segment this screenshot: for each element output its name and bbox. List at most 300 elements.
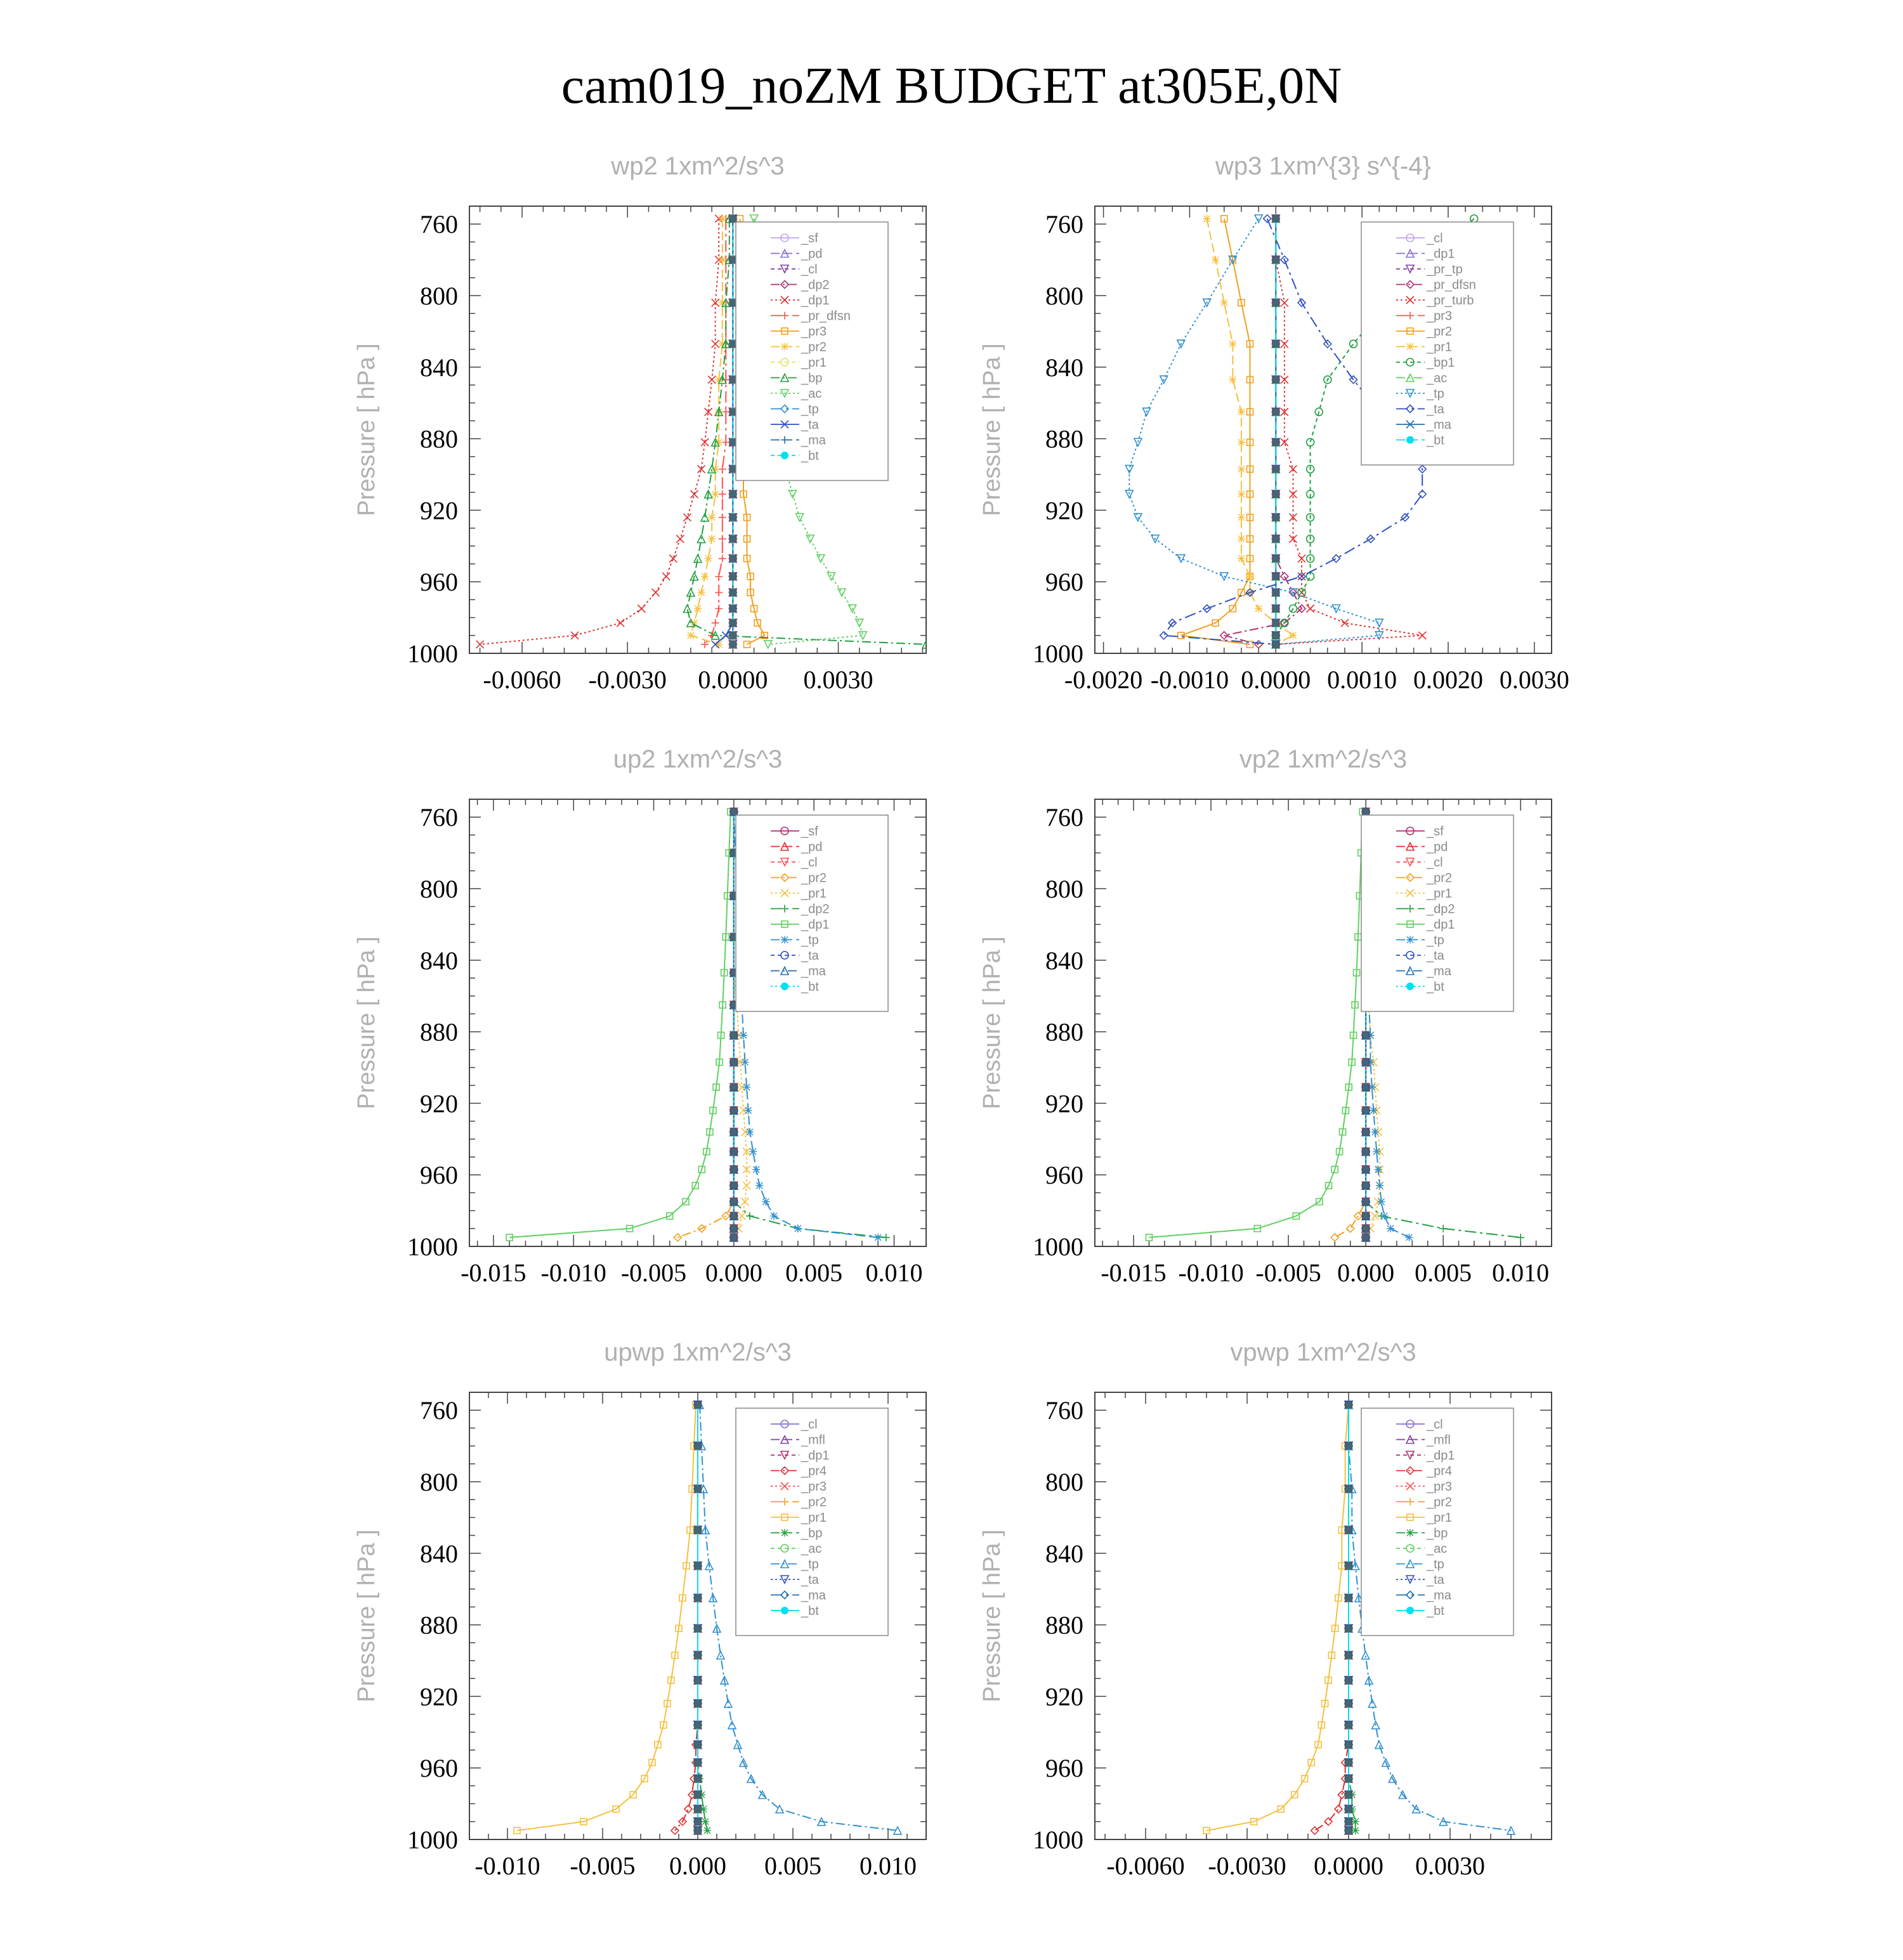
legend-entry: _bt xyxy=(801,1604,819,1618)
legend-entry: _tp xyxy=(801,402,819,417)
data-point xyxy=(1238,490,1245,498)
data-point xyxy=(794,1225,802,1232)
legend-entry: _tp xyxy=(1427,933,1444,948)
data-point xyxy=(1345,1652,1352,1659)
legend-entry: _ma xyxy=(801,1588,826,1603)
data-point xyxy=(1255,605,1262,613)
x-tick-label: 0.0030 xyxy=(803,665,873,694)
data-point xyxy=(694,1652,702,1659)
series-dp1 xyxy=(476,215,723,648)
x-tick-label: -0.0020 xyxy=(1064,665,1143,694)
legend-entry: _ta xyxy=(801,1573,819,1587)
series-bp xyxy=(1345,1401,1359,1834)
data-point xyxy=(708,514,716,521)
data-point xyxy=(694,1818,702,1826)
data-point xyxy=(703,1827,711,1834)
y-tick-label: 1000 xyxy=(1033,639,1083,668)
data-point xyxy=(1160,632,1168,639)
legend-entry: _dp1 xyxy=(1427,1449,1455,1463)
data-point xyxy=(1362,1059,1370,1066)
y-tick-label: 760 xyxy=(420,1396,458,1425)
y-tick-label: 800 xyxy=(1045,875,1083,903)
legend-entry: _sf xyxy=(801,232,818,245)
legend-marker xyxy=(1406,983,1414,990)
data-point xyxy=(746,1128,754,1136)
data-point xyxy=(694,1442,702,1450)
data-point xyxy=(719,514,726,521)
legend-entry: _ta xyxy=(801,949,819,963)
x-tick-label: 0.0000 xyxy=(1314,1852,1383,1880)
data-point xyxy=(730,1166,738,1173)
data-point xyxy=(1362,1225,1370,1232)
x-tick-label: 0.000 xyxy=(705,1258,762,1287)
legend-entry: _pr1 xyxy=(1427,887,1453,901)
data-point xyxy=(730,1148,738,1156)
data-point xyxy=(1439,1225,1447,1232)
data-point xyxy=(729,573,736,580)
data-point xyxy=(730,1212,738,1220)
data-point xyxy=(694,605,702,613)
x-tick-label: 0.010 xyxy=(1492,1258,1550,1287)
x-tick-label: -0.010 xyxy=(1178,1258,1244,1287)
data-point xyxy=(1272,408,1279,415)
data-point xyxy=(1238,466,1245,473)
data-point xyxy=(1220,299,1228,306)
chart-panel-upwp xyxy=(330,1338,1028,1960)
chart-svg xyxy=(955,745,1653,1367)
data-point xyxy=(1272,589,1279,596)
y-tick-label: 960 xyxy=(1045,568,1083,597)
data-point xyxy=(729,619,736,627)
legend-entry: _dp2 xyxy=(1427,902,1455,917)
legend-entry: _mfl xyxy=(801,1433,825,1447)
data-point xyxy=(676,535,684,543)
data-point xyxy=(752,1166,760,1173)
legend-entry: _cl xyxy=(1427,232,1443,245)
legend-entry: _pr2 xyxy=(1427,325,1453,339)
legend-entry: _pr2 xyxy=(1427,871,1453,885)
data-point xyxy=(1307,605,1314,613)
data-point xyxy=(694,1791,702,1799)
data-point xyxy=(1380,1212,1388,1220)
chart-title: vpwp 1xm^2/s^3 xyxy=(1230,1338,1416,1366)
data-point xyxy=(1345,1562,1352,1570)
legend-entry: _bt xyxy=(801,980,819,994)
data-point xyxy=(1307,438,1314,446)
legend-entry: _dp2 xyxy=(801,278,830,292)
data-point xyxy=(1362,1031,1370,1039)
y-axis-label: Pressure [ hPa ] xyxy=(979,1529,1005,1702)
data-point xyxy=(1362,1166,1370,1173)
data-point xyxy=(1362,1182,1370,1189)
series-dp1 xyxy=(506,809,734,1241)
data-point xyxy=(730,1128,738,1136)
legend-entry: _pr2 xyxy=(1427,1495,1453,1510)
data-point xyxy=(1350,340,1357,348)
legend-entry: _ma xyxy=(1427,418,1451,432)
data-point xyxy=(743,1182,750,1189)
x-tick-label: 0.0020 xyxy=(1413,665,1483,694)
series-line xyxy=(1149,812,1363,1238)
data-point xyxy=(652,589,660,596)
data-point xyxy=(1272,555,1279,563)
legend-entry: _bt xyxy=(1427,980,1444,994)
legend-entry: _tp xyxy=(801,1557,819,1572)
series-line xyxy=(480,219,719,644)
data-point xyxy=(729,632,736,639)
legend-entry: _pr2 xyxy=(801,871,827,885)
x-tick-label: -0.0060 xyxy=(483,665,561,694)
data-point xyxy=(738,1212,745,1220)
x-tick-label: -0.0030 xyxy=(1208,1852,1286,1880)
legend xyxy=(1361,815,1514,1012)
legend-entry: _pr1 xyxy=(1427,1511,1453,1525)
y-tick-label: 1000 xyxy=(407,1826,458,1854)
legend-entry: _ac xyxy=(801,1542,822,1556)
y-tick-label: 920 xyxy=(1045,1089,1083,1118)
data-point xyxy=(1229,340,1236,348)
data-point xyxy=(715,605,723,613)
data-point xyxy=(882,1234,890,1241)
data-point xyxy=(1362,1198,1370,1206)
data-point xyxy=(1281,299,1288,306)
data-point xyxy=(764,641,772,648)
y-tick-label: 1000 xyxy=(407,639,458,668)
data-point xyxy=(742,1059,749,1066)
x-tick-label: 0.0010 xyxy=(1327,665,1397,694)
legend-entry: _ac xyxy=(1427,371,1448,386)
y-tick-label: 920 xyxy=(420,1089,458,1118)
series-line xyxy=(1181,219,1250,644)
legend-entry: _ma xyxy=(1427,964,1451,979)
data-point xyxy=(1371,1128,1379,1136)
x-tick-label: -0.010 xyxy=(540,1258,606,1287)
data-point xyxy=(730,1059,738,1066)
legend-entry: _pr_tp xyxy=(1427,263,1463,277)
y-tick-label: 800 xyxy=(1045,1468,1083,1496)
legend-marker xyxy=(1406,936,1414,944)
legend-entry: _pr1 xyxy=(801,356,827,370)
y-tick-label: 880 xyxy=(420,424,458,454)
series-line xyxy=(677,812,733,1238)
legend-entry: _pr1 xyxy=(801,887,827,901)
series-pr1 xyxy=(1203,1402,1352,1834)
series-pr1 xyxy=(514,1402,699,1834)
y-tick-label: 920 xyxy=(420,496,458,525)
data-point xyxy=(1331,1234,1338,1241)
legend-entry: _dp1 xyxy=(801,294,830,308)
data-point xyxy=(1362,1652,1370,1659)
data-point xyxy=(730,1234,738,1241)
data-point xyxy=(717,1652,724,1659)
data-point xyxy=(1345,1791,1352,1799)
data-point xyxy=(1345,1401,1352,1409)
legend-entry: _tp xyxy=(1427,387,1444,401)
legend-entry: _pr1 xyxy=(1427,340,1453,355)
data-point xyxy=(1238,514,1245,521)
x-tick-label: 0.000 xyxy=(1337,1258,1395,1287)
data-point xyxy=(730,1225,738,1232)
data-point xyxy=(1345,1722,1352,1729)
legend-entry: _bt xyxy=(1427,1604,1444,1618)
x-tick-label: 0.005 xyxy=(764,1852,821,1880)
legend-entry: _pr_turb xyxy=(1427,294,1474,308)
legend-entry: _ta xyxy=(1427,949,1444,963)
data-point xyxy=(715,573,723,580)
data-point xyxy=(694,1526,702,1534)
legend-entry: _pr_dfsn xyxy=(801,309,851,323)
data-point xyxy=(715,589,723,596)
data-point xyxy=(1203,215,1211,223)
x-tick-label: -0.015 xyxy=(1101,1258,1167,1287)
data-point xyxy=(1272,466,1279,473)
data-point xyxy=(1345,1775,1352,1782)
chart-panel-wp2 xyxy=(330,152,1028,774)
legend-entry: _pr2 xyxy=(801,340,827,355)
legend-entry: _dp1 xyxy=(801,918,830,932)
data-point xyxy=(617,619,624,627)
legend-entry: _tp xyxy=(801,933,819,948)
y-tick-label: 800 xyxy=(420,282,458,310)
data-point xyxy=(1272,376,1279,384)
data-point xyxy=(1212,256,1219,264)
legend-entry: _ma xyxy=(801,433,826,448)
legend-entry: _sf xyxy=(1427,825,1444,839)
data-point xyxy=(1272,641,1279,648)
legend-entry: _ac xyxy=(1427,1542,1448,1556)
series-line xyxy=(1129,219,1379,644)
data-point xyxy=(1345,1676,1352,1684)
y-tick-label: 960 xyxy=(420,1161,458,1190)
legend-entry: _dp2 xyxy=(801,902,830,917)
legend-marker xyxy=(781,1529,788,1537)
legend-entry: _bt xyxy=(801,449,819,463)
data-point xyxy=(698,589,705,596)
data-point xyxy=(730,1198,738,1206)
legend-entry: _pr4 xyxy=(801,1464,827,1479)
data-point xyxy=(1272,605,1279,613)
legend-marker xyxy=(781,343,788,351)
legend-entry: _cl xyxy=(801,1418,818,1432)
data-point xyxy=(730,808,738,816)
data-point xyxy=(694,1594,702,1602)
data-point xyxy=(1345,1700,1352,1708)
data-point xyxy=(712,340,719,348)
legend xyxy=(736,815,888,1012)
data-point xyxy=(694,1676,702,1684)
legend-entry: _bp xyxy=(801,1526,823,1541)
legend xyxy=(1361,1408,1514,1636)
data-point xyxy=(694,1562,702,1570)
legend-entry: _dp1 xyxy=(1427,918,1455,932)
legend-marker xyxy=(1406,343,1414,351)
data-point xyxy=(684,1805,692,1813)
x-tick-label: -0.005 xyxy=(620,1258,687,1287)
data-point xyxy=(1345,1759,1352,1767)
legend-entry: _pr4 xyxy=(1427,1464,1453,1479)
data-point xyxy=(1281,340,1288,348)
y-tick-label: 880 xyxy=(1045,1017,1083,1047)
data-point xyxy=(1289,466,1297,473)
series-line xyxy=(1207,1405,1349,1831)
legend-marker xyxy=(781,983,788,990)
series-pr4 xyxy=(671,1401,702,1834)
data-point xyxy=(1281,438,1288,446)
x-tick-label: -0.0030 xyxy=(588,665,667,694)
x-tick-label: 0.005 xyxy=(1415,1258,1472,1287)
x-tick-label: 0.005 xyxy=(785,1258,843,1287)
data-point xyxy=(1177,555,1185,563)
y-tick-label: 800 xyxy=(1045,282,1083,310)
legend-entry: _dp1 xyxy=(801,1449,830,1463)
data-point xyxy=(694,1722,702,1729)
data-point xyxy=(719,215,726,223)
legend-entry: _pd xyxy=(801,840,823,854)
legend-entry: _ta xyxy=(1427,402,1444,417)
data-point xyxy=(719,555,726,563)
legend-marker xyxy=(1406,1607,1414,1614)
data-point xyxy=(729,555,736,563)
y-tick-label: 880 xyxy=(1045,1610,1083,1640)
chart-title: wp3 1xm^{3} s^{-4} xyxy=(1215,152,1431,180)
data-point xyxy=(1375,1166,1382,1173)
chart-panel-vp2 xyxy=(955,745,1653,1367)
data-point xyxy=(1272,490,1279,498)
data-point xyxy=(694,1759,702,1767)
chart-panel-vpwp xyxy=(955,1338,1653,1960)
data-point xyxy=(746,1212,754,1220)
data-point xyxy=(694,1401,702,1409)
legend-entry: _cl xyxy=(1427,856,1443,870)
y-tick-label: 880 xyxy=(1045,424,1083,454)
series-line xyxy=(1315,1405,1349,1831)
data-point xyxy=(1272,632,1279,639)
legend-entry: _dp1 xyxy=(1427,247,1455,261)
data-point xyxy=(730,1083,738,1091)
legend-entry: _ma xyxy=(1427,1588,1451,1603)
y-axis-label: Pressure [ hPa ] xyxy=(353,936,380,1109)
legend xyxy=(736,222,888,481)
y-tick-label: 840 xyxy=(420,946,458,975)
data-point xyxy=(827,573,835,580)
legend-entry: _bp1 xyxy=(1427,356,1455,370)
data-point xyxy=(638,605,645,613)
data-point xyxy=(729,641,736,648)
y-tick-label: 800 xyxy=(420,875,458,903)
legend-entry: _pr3 xyxy=(1427,309,1453,323)
x-tick-label: 0.0000 xyxy=(1241,665,1311,694)
data-point xyxy=(730,1031,738,1039)
data-point xyxy=(708,535,716,543)
data-point xyxy=(1229,376,1236,384)
legend-marker xyxy=(1406,1529,1414,1537)
data-point xyxy=(1125,490,1133,498)
data-point xyxy=(730,1107,738,1114)
data-point xyxy=(740,1031,747,1039)
legend-entry: _tp xyxy=(1427,1557,1444,1572)
data-point xyxy=(729,490,736,498)
y-tick-label: 840 xyxy=(420,353,458,382)
y-tick-label: 1000 xyxy=(1033,1826,1083,1854)
x-tick-label: -0.015 xyxy=(461,1258,526,1287)
y-tick-label: 880 xyxy=(420,1017,458,1047)
legend-entry: _bp xyxy=(801,371,823,386)
data-point xyxy=(1345,1805,1352,1813)
data-point xyxy=(690,490,698,498)
data-point xyxy=(719,256,726,264)
data-point xyxy=(1272,340,1279,348)
data-point xyxy=(1272,256,1279,264)
legend-entry: _pr3 xyxy=(801,325,827,339)
data-point xyxy=(694,1827,702,1834)
y-tick-label: 840 xyxy=(1045,353,1083,382)
data-point xyxy=(1373,1148,1380,1156)
data-point xyxy=(1362,1128,1370,1136)
data-point xyxy=(1238,535,1245,543)
data-point xyxy=(1272,619,1279,627)
chart-panel-up2 xyxy=(330,745,1028,1367)
data-point xyxy=(694,1741,702,1749)
chart-svg xyxy=(955,1338,1653,1960)
data-point xyxy=(789,490,797,498)
data-point xyxy=(1345,1827,1352,1834)
data-point xyxy=(705,555,712,563)
legend-entry: _ta xyxy=(801,418,819,432)
data-point xyxy=(1362,1083,1370,1091)
data-point xyxy=(687,632,695,639)
chart-title: upwp 1xm^2/s^3 xyxy=(604,1338,792,1366)
x-tick-label: 0.010 xyxy=(865,1258,923,1287)
data-point xyxy=(701,573,709,580)
data-point xyxy=(1376,1182,1383,1189)
chart-title: up2 1xm^2/s^3 xyxy=(613,745,783,773)
chart-title: vp2 1xm^2/s^3 xyxy=(1239,745,1408,773)
x-tick-label: -0.0060 xyxy=(1106,1852,1185,1880)
legend-marker xyxy=(781,936,788,944)
data-point xyxy=(1272,535,1279,543)
chart-panel-wp3 xyxy=(955,152,1653,774)
x-tick-label: 0.010 xyxy=(860,1852,917,1880)
y-tick-label: 760 xyxy=(1045,1396,1083,1425)
y-axis-label: Pressure [ hPa ] xyxy=(979,936,1005,1109)
data-point xyxy=(719,490,726,498)
data-point xyxy=(1272,215,1279,223)
data-point xyxy=(1345,1818,1352,1826)
data-point xyxy=(1345,1594,1352,1602)
data-point xyxy=(669,555,677,563)
data-point xyxy=(1370,1107,1377,1114)
series-pr_dfsn xyxy=(701,215,729,648)
data-point xyxy=(856,619,863,627)
x-tick-label: 0.0030 xyxy=(1415,1852,1485,1880)
y-axis-label: Pressure [ hPa ] xyxy=(979,343,1005,516)
chart-svg xyxy=(330,152,1028,774)
data-point xyxy=(1272,299,1279,306)
legend-entry: _pr3 xyxy=(1427,1480,1453,1494)
data-point xyxy=(729,215,736,223)
data-point xyxy=(1387,1225,1394,1232)
data-point xyxy=(770,1212,778,1220)
y-axis-label: Pressure [ hPa ] xyxy=(353,343,380,516)
legend-marker xyxy=(781,452,788,459)
data-point xyxy=(708,376,716,384)
x-tick-label: -0.005 xyxy=(570,1852,636,1880)
data-point xyxy=(1378,1198,1385,1206)
data-point xyxy=(712,490,719,498)
y-tick-label: 840 xyxy=(420,1539,458,1568)
data-point xyxy=(1362,808,1370,816)
legend-entry: _pd xyxy=(1427,840,1448,854)
